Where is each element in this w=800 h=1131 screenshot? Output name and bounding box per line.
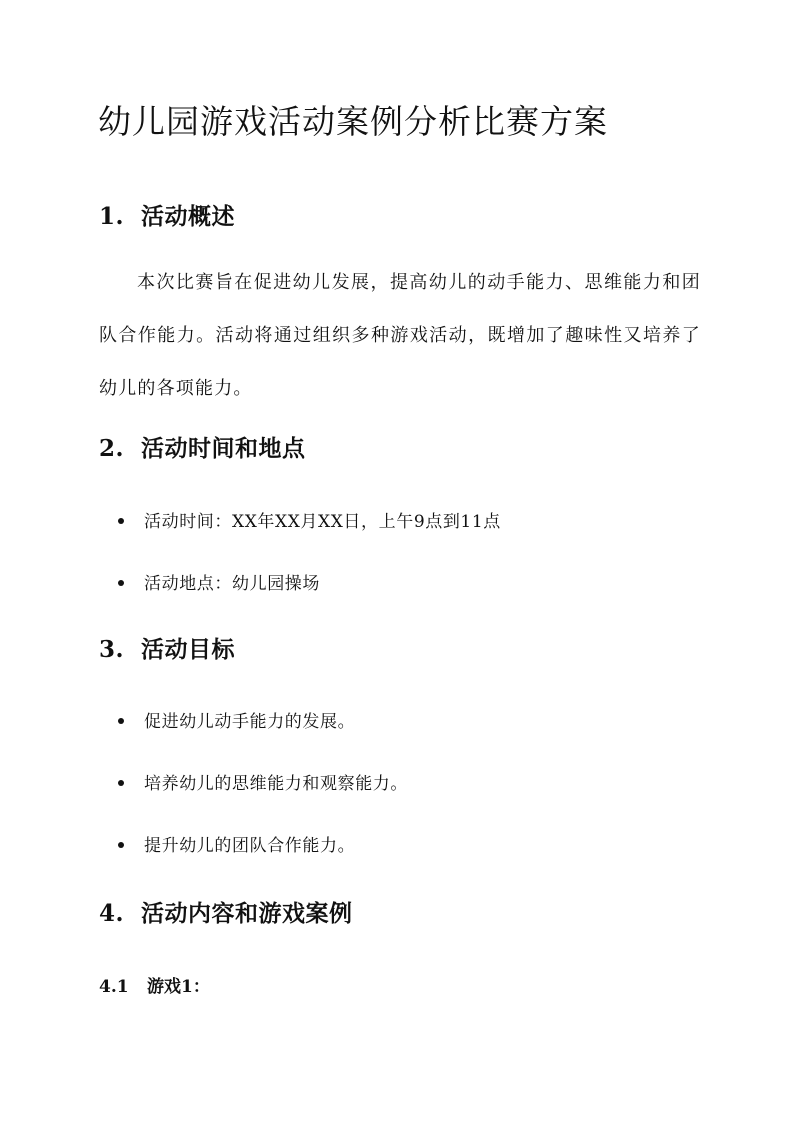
- list-item-goal-3: [118, 831, 355, 856]
- section-heading-content: [99, 895, 353, 928]
- section-number: 4.: [99, 900, 125, 927]
- list-item-text: 提升幼儿的团队合作能力。: [144, 836, 356, 856]
- section-number: 3.: [99, 636, 125, 663]
- list-item-text: 培养幼儿的思维能力和观察能力。: [144, 774, 408, 794]
- list-item-place: [118, 569, 320, 594]
- section-title: 活动时间和地点: [141, 435, 306, 462]
- section-number: 1.: [99, 203, 125, 230]
- section-number: 2.: [99, 435, 125, 462]
- document-title: 幼儿园游戏活动案例分析比赛方案: [98, 102, 608, 141]
- section-heading-time-place: [99, 430, 306, 463]
- section-heading-overview: [99, 198, 235, 231]
- section-title: 活动内容和游戏案例: [141, 900, 353, 927]
- bullet-icon: [118, 842, 124, 848]
- overview-paragraph: 本次比赛旨在促进幼儿发展，提高幼儿的动手能力、思维能力和团队合作能力。活动将通过组织多种游戏活动，既增加了趣味性又培养了幼儿的各项能力。: [99, 272, 701, 399]
- bullet-icon: [118, 718, 124, 724]
- bullet-icon: [118, 580, 124, 586]
- section-title: 活动概述: [141, 203, 235, 230]
- subsection-heading-game-1: [99, 972, 210, 997]
- list-item-text: 活动时间：XX年XX月XX日，上午9点到11点: [144, 512, 501, 532]
- list-item-text: 活动地点：幼儿园操场: [144, 574, 320, 594]
- section-title: 活动目标: [141, 636, 235, 663]
- bullet-icon: [118, 518, 124, 524]
- subsection-title: 游戏1：: [147, 977, 210, 997]
- list-item-text: 促进幼儿动手能力的发展。: [144, 712, 356, 732]
- bullet-icon: [118, 780, 124, 786]
- list-item-goal-1: [118, 707, 355, 732]
- list-item-goal-2: [118, 769, 408, 794]
- list-item-time: [118, 507, 501, 532]
- subsection-number: 4.1: [99, 977, 129, 997]
- section-heading-goals: [99, 631, 235, 664]
